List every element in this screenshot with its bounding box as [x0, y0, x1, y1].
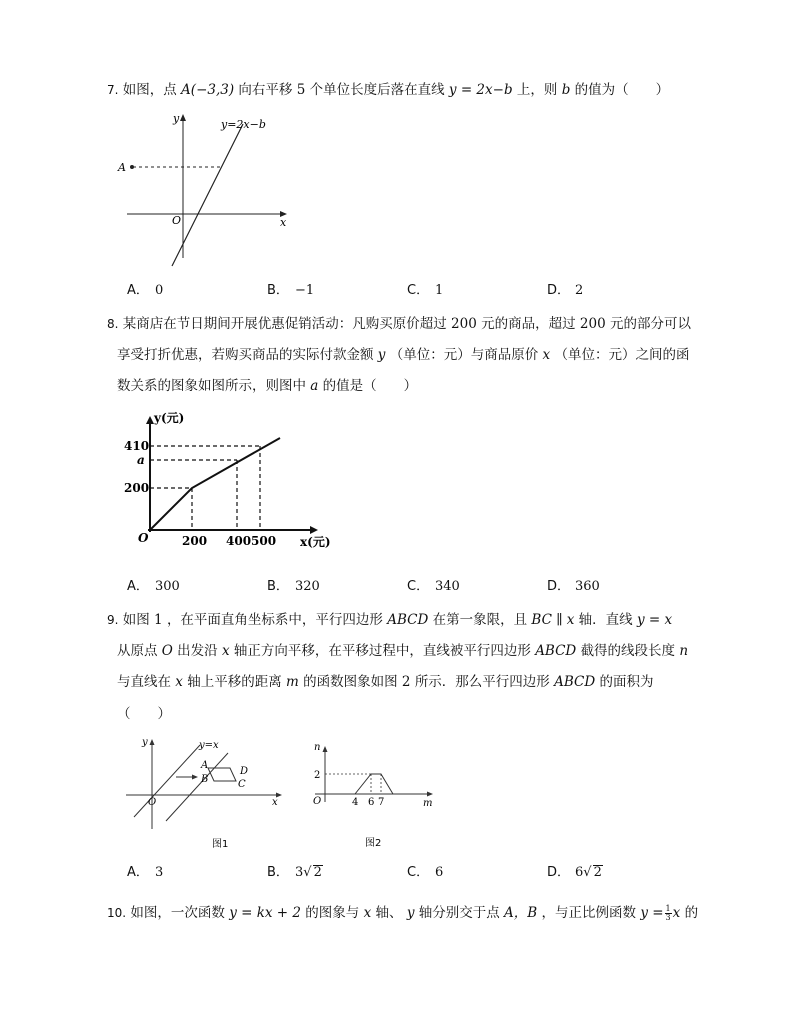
- q7-option-d[interactable]: D． 2: [547, 283, 584, 298]
- q9-fig1-label-d: D: [240, 766, 249, 777]
- q8-tick-500: 500: [251, 534, 277, 548]
- q9-fig2-caption: 图2: [365, 838, 382, 849]
- q9-fig2-label-o: O: [313, 796, 322, 807]
- q8-option-c[interactable]: C． 340: [407, 579, 460, 594]
- q7-point-a: [130, 165, 134, 169]
- q9-fig1-label-yx: y=x: [199, 740, 219, 751]
- q8-xlabel: x(元): [300, 535, 331, 549]
- q9-stem-line4: （ ）: [117, 706, 171, 722]
- q9-fig1-label-y: y: [142, 737, 148, 748]
- q9-fig1-y-arrow-icon: [150, 739, 155, 745]
- q9-fig2-dashed-guides: [325, 774, 381, 794]
- q8-option-a[interactable]: A． 300: [127, 579, 180, 594]
- q7-y-arrow-icon: [180, 114, 186, 121]
- q9-fig1-line-yx: [134, 745, 200, 817]
- q8-label-410: 410: [124, 439, 150, 453]
- q8-label-200: 200: [124, 481, 150, 495]
- q7-option-b[interactable]: B． −1: [267, 283, 315, 298]
- q7-stem: 7. 如图，点 A(−3,3) 向右平移 5 个单位长度后落在直线 y = 2x−b 上，则 b 的值为（ ）: [107, 82, 670, 98]
- q8-stem-line1: 8. 某商店在节日期间开展优惠促销活动：凡购买原价超过 200 元的商品，超过 200 元的部分可以: [107, 316, 691, 332]
- q9-fig2-tick-4: 4: [352, 797, 359, 808]
- q9-fig2-graph: [355, 774, 393, 794]
- q9-fig2-label-2: 2: [314, 770, 321, 781]
- q10-stem: 10. 如图，一次函数 y = kx + 2 的图象与 x 轴、 y 轴分别交于点 A，B ，与正比例函数 y = $\frac{1}{3}$ x 的: [107, 903, 699, 922]
- q7-option-a[interactable]: A． 0: [127, 283, 164, 298]
- q7-label-x: x: [280, 216, 287, 229]
- q9-fig1-label-x: x: [272, 797, 278, 808]
- sqrt-sign-icon: √: [583, 865, 592, 880]
- sqrt-sign-icon: √: [303, 865, 312, 880]
- q9-fig2-tick-7: 7: [378, 797, 385, 808]
- q9-fig2-x-arrow-icon: [427, 792, 433, 797]
- q9-fig1-label-o: O: [148, 797, 157, 808]
- q9-option-b[interactable]: B． 3√ 2: [267, 865, 322, 880]
- q8-x-arrow-icon: [310, 526, 318, 534]
- q9-number: 9.: [107, 613, 119, 627]
- q7-label-a: A: [118, 161, 126, 174]
- q8-ylabel: y(元): [154, 411, 185, 425]
- q7-figure: [115, 108, 295, 268]
- q9-figure2: [305, 740, 445, 852]
- q7-option-c[interactable]: C． 1: [407, 283, 444, 298]
- q9-figure1: [120, 735, 290, 853]
- q9-fig1-arrow-icon: [192, 775, 198, 780]
- q7-label-line: y=2x−b: [221, 118, 266, 131]
- q8-number: 8.: [107, 317, 119, 331]
- q7-label-y: y: [173, 112, 180, 125]
- q9-fig2-label-n: n: [314, 742, 321, 753]
- q9-option-c[interactable]: C． 6: [407, 865, 444, 880]
- q9-option-d[interactable]: D． 6√ 2: [547, 865, 602, 880]
- q7-number: 7.: [107, 83, 119, 97]
- q9-fig2-y-arrow-icon: [323, 746, 328, 752]
- q9-fig1-label-b: B: [201, 774, 209, 785]
- q8-stem-line3: 数关系的图象如图所示，则图中 a 的值是（ ）: [117, 378, 418, 394]
- q8-option-d[interactable]: D． 360: [547, 579, 600, 594]
- q9-fig1-label-c: C: [238, 779, 246, 790]
- q9-fig2-tick-6: 6: [368, 797, 375, 808]
- q9-option-a[interactable]: A． 3: [127, 865, 164, 880]
- q10-number: 10.: [107, 906, 127, 920]
- q8-tick-400: 400: [226, 534, 252, 548]
- q9-fig1-caption: 图1: [212, 839, 229, 850]
- q9-fig1-shifted-line: [166, 753, 228, 821]
- q8-tick-200: 200: [182, 534, 208, 548]
- q8-option-b[interactable]: B． 320: [267, 579, 320, 594]
- q9-stem-line1: 9. 如图 1 ，在平面直角坐标系中，平行四边形 ABCD 在第一象限，且 BC ∥ x 轴．直线 y = x: [107, 612, 673, 628]
- q8-stem-line2: 享受打折优惠，若购买商品的实际付款金额 y （单位：元）与商品原价 x （单位：元）之间的函: [117, 347, 690, 363]
- q9-stem-line3: 与直线在 x 轴上平移的距离 m 的函数图象如图 2 所示．那么平行四边形 ABCD 的面积为: [117, 674, 654, 690]
- fraction-one-third: $\frac{1}{3}$: [665, 903, 671, 922]
- q8-label-a: a: [137, 453, 145, 467]
- q8-figure: [120, 408, 340, 558]
- q9-fig2-label-m: m: [423, 798, 433, 809]
- q9-fig1-label-a: A: [201, 760, 209, 771]
- q8-label-o: O: [138, 531, 149, 545]
- q9-stem-line2: 从原点 O 出发沿 x 轴正方向平移，在平移过程中，直线被平行四边形 ABCD 截得的线段长度 n: [117, 643, 689, 659]
- q8-y-arrow-icon: [146, 416, 154, 424]
- q7-label-o: O: [172, 214, 182, 227]
